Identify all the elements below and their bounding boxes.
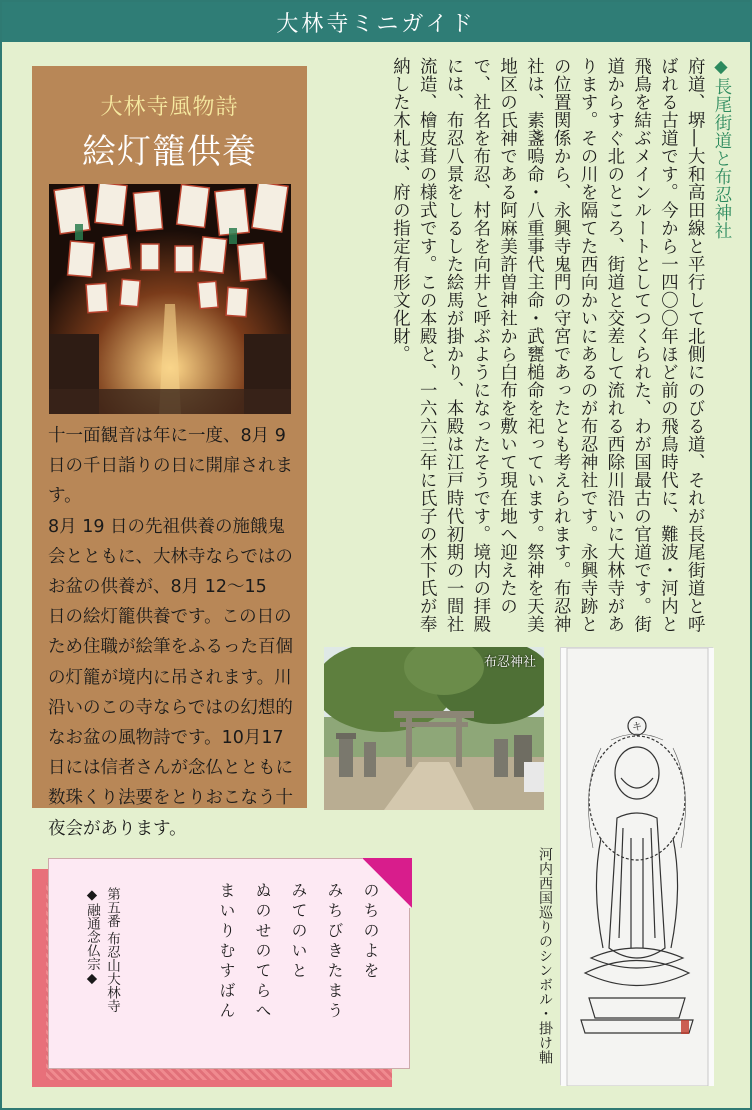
info-title: 絵灯籠供養 <box>82 132 257 172</box>
poem-line-5: まいりむすばん <box>217 882 236 1022</box>
section-heading: ◆長尾街道と布忍神社 <box>711 57 731 240</box>
poem-line-1: のちのよを <box>361 882 380 982</box>
info-paragraph-2: 8月 19 日の先祖供養の施餓鬼会とともに、大林寺ならではのお盆の供養が、8月 12〜15 日の絵灯籠供養です。この日のため住職が絵筆をふるった百個の灯籠が境内に吊されます。川沿いのこの寺ならではの幻想的なお盆の風物詩です。10月17 日には信者さんが念仏とともに数珠くり法要をとりおこなう十夜会があります。 <box>48 516 293 839</box>
poem-temple-info <box>82 887 122 1037</box>
shrine-illustration <box>324 647 544 810</box>
temple-sect: ◆融通念仏宗◆ <box>84 887 100 987</box>
poem-line-3: みてのいと <box>289 882 308 982</box>
lantern-illustration <box>49 184 291 414</box>
svg-text:キ: キ <box>632 722 642 733</box>
poem-line-2: みちびきたまう <box>325 882 344 1022</box>
poem-line-4: ぬのせのてらへ <box>253 882 272 1022</box>
page-title: 大林寺ミニガイド <box>276 11 476 37</box>
hanging-scroll-photo <box>560 647 713 1085</box>
lantern-photo <box>49 184 291 414</box>
info-box <box>32 66 307 839</box>
info-text <box>48 421 298 844</box>
page-header <box>2 2 750 42</box>
section-body: 府道、堺―大和高田線と平行して北側にのびる道、それが長尾街道と呼ばれる古道です。今から一四〇〇年ほど前の飛鳥時代に、難波・河内と飛鳥を結ぶメインルートとしてつくられた、わが国最古の官道です。街道からすぐ北のところ、街道と交差して流れる西除川沿いに大林寺があります。その川を隔てた西向かいにあるのが布忍神社です。永興寺跡との位置関係から、永興寺鬼門の守宮であったとも考えられます。布忍神社は、素盞嗚命・八重事代主命・武甕槌命を祀っています。祭神を天美地区の氏神である阿麻美許曽神社から白布を敷いて現在地へ迎えたので、社名を布忍、村名を向井と呼ぶようになったそうです。境内の拝殿には、布忍八景をしるした絵馬が掛かり、本殿は江戸時代初期の一間社流造、檜皮葺の様式です。この本殿と、一六六三年に氏子の木下氏が奉納した木札は、府の指定有形文化財。 <box>389 57 705 633</box>
info-paragraph-1: 十一面観音は年に一度、8月 9日の千日詣りの日に開扉されます。 <box>48 426 293 507</box>
scroll-caption: 河内西国巡りのシンボル・掛け軸 <box>537 847 553 1065</box>
shrine-photo <box>324 647 544 810</box>
poem-verse <box>208 882 388 1062</box>
main-vertical-text <box>322 57 734 647</box>
kannon-scroll-illustration <box>561 648 714 1086</box>
temple-name: 第五番 布忍山大林寺 <box>104 887 120 1013</box>
info-subtitle: 大林寺風物詩 <box>100 95 239 120</box>
shrine-photo-label: 布忍神社 <box>483 655 536 670</box>
